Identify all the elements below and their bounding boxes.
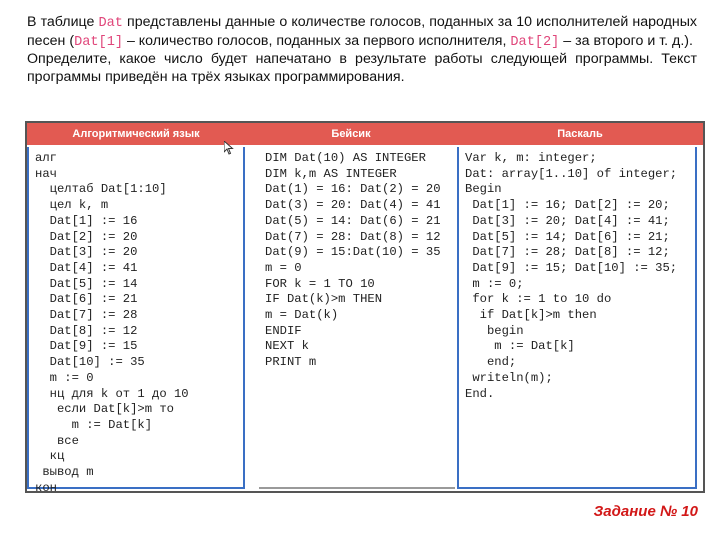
- header-algorithmic: Алгоритмический язык: [72, 128, 200, 140]
- algo-code-line: кц: [35, 449, 65, 464]
- pascal-code-line: begin: [465, 323, 524, 338]
- problem-statement: [27, 14, 697, 86]
- algo-code-line: m := Dat[k]: [35, 417, 153, 432]
- algo-code-line: Dat[9] := 15: [35, 339, 138, 354]
- pascal-code-line: if Dat[k]>m then: [465, 308, 597, 323]
- basic-code-line: Dat(1) = 16: Dat(2) = 20: [265, 182, 441, 197]
- pascal-code-line: Dat[3] := 20; Dat[4] := 41;: [465, 213, 670, 228]
- code-table: [25, 121, 705, 493]
- pascal-code-line: Dat: array[1..10] of integer;: [465, 166, 678, 181]
- task-number-label: Задание № 10: [593, 503, 698, 520]
- dat2-identifier: Dat[2]: [510, 34, 560, 50]
- basic-code-line: m = 0: [265, 260, 302, 275]
- algo-code-line: вывод m: [35, 465, 94, 480]
- question-text: Определите, какое число будет напечатано в результате работы следующей программы. Текст программы приведён на трёх языках программирования.: [27, 51, 697, 85]
- pascal-code-line: m := 0;: [465, 276, 524, 291]
- algo-code-line: m := 0: [35, 370, 94, 385]
- pascal-code-line: End.: [465, 386, 495, 401]
- basic-code-line: DIM Dat(10) AS INTEGER: [265, 151, 426, 165]
- pascal-code-line: Dat[1] := 16; Dat[2] := 20;: [465, 198, 670, 213]
- basic-code-line: m = Dat(k): [265, 308, 339, 323]
- intro-text-3: – количество голосов, поданных за первого исполнителя,: [123, 32, 511, 49]
- pascal-code-line: end;: [465, 355, 517, 370]
- basic-column: [259, 147, 455, 489]
- pascal-code-line: Dat[5] := 14; Dat[6] := 21;: [465, 229, 670, 244]
- algo-code-line: все: [35, 433, 79, 448]
- algo-code-line: нач: [35, 166, 57, 181]
- algo-code-line: Dat[1] := 16: [35, 213, 138, 228]
- algo-code-line: Dat[10] := 35: [35, 355, 145, 370]
- basic-code-line: NEXT k: [265, 339, 309, 354]
- pascal-code-line: for k := 1 to 10 do: [465, 292, 612, 307]
- algo-code-line: кон: [35, 480, 57, 495]
- intro-text-2: представлены данные о количестве голосов, поданных за 10 исполнителей народных песен (: [27, 14, 697, 49]
- pascal-code-line: Var k, m: integer;: [465, 151, 597, 165]
- dat-identifier: Dat: [98, 16, 123, 31]
- algo-code-line: Dat[2] := 20: [35, 229, 138, 244]
- basic-code-line: DIM k,m AS INTEGER: [265, 166, 397, 181]
- pascal-code-line: writeln(m);: [465, 370, 553, 385]
- header-basic: Бейсик: [331, 128, 371, 140]
- algo-code-line: если Dat[k]>m то: [35, 402, 174, 417]
- basic-code-line: Dat(7) = 28: Dat(8) = 12: [265, 229, 441, 244]
- basic-code-line: FOR k = 1 TO 10: [265, 276, 375, 291]
- basic-code-line: Dat(3) = 20: Dat(4) = 41: [265, 198, 441, 213]
- pascal-code-line: Dat[7] := 28; Dat[8] := 12;: [465, 245, 670, 260]
- algo-code-line: нц для k от 1 до 10: [35, 386, 189, 401]
- algorithmic-code: [35, 151, 189, 496]
- pascal-code-line: Dat[9] := 15; Dat[10] := 35;: [465, 260, 678, 275]
- basic-code-line: PRINT m: [265, 355, 317, 370]
- intro-text-4: – за второго и т. д.).: [559, 32, 693, 49]
- header-pascal: Паскаль: [557, 128, 603, 140]
- basic-code-line: ENDIF: [265, 323, 302, 338]
- basic-code-line: Dat(5) = 14: Dat(6) = 21: [265, 213, 441, 228]
- intro-text-1: В таблице: [27, 14, 99, 30]
- dat1-identifier: Dat[1]: [74, 34, 124, 50]
- algo-code-line: Dat[3] := 20: [35, 245, 138, 260]
- algorithmic-column: [27, 147, 245, 495]
- table-header: [27, 123, 703, 145]
- algo-code-line: Dat[7] := 28: [35, 308, 138, 323]
- pascal-code-line: Begin: [465, 182, 502, 197]
- basic-code-line: Dat(9) = 15:Dat(10) = 35: [265, 245, 441, 260]
- basic-code-line: IF Dat(k)>m THEN: [265, 292, 383, 307]
- pascal-code: [465, 151, 677, 402]
- basic-code: [265, 151, 441, 371]
- pascal-code-line: m := Dat[k]: [465, 339, 575, 354]
- algo-code-line: алг: [35, 151, 57, 165]
- algo-code-line: Dat[4] := 41: [35, 260, 138, 275]
- algo-code-line: Dat[5] := 14: [35, 276, 138, 291]
- pascal-column: [457, 147, 697, 489]
- algo-code-line: Dat[8] := 12: [35, 323, 138, 338]
- algo-code-line: Dat[6] := 21: [35, 292, 138, 307]
- algo-code-line: целтаб Dat[1:10]: [35, 182, 167, 197]
- algo-code-line: цел k, m: [35, 198, 109, 213]
